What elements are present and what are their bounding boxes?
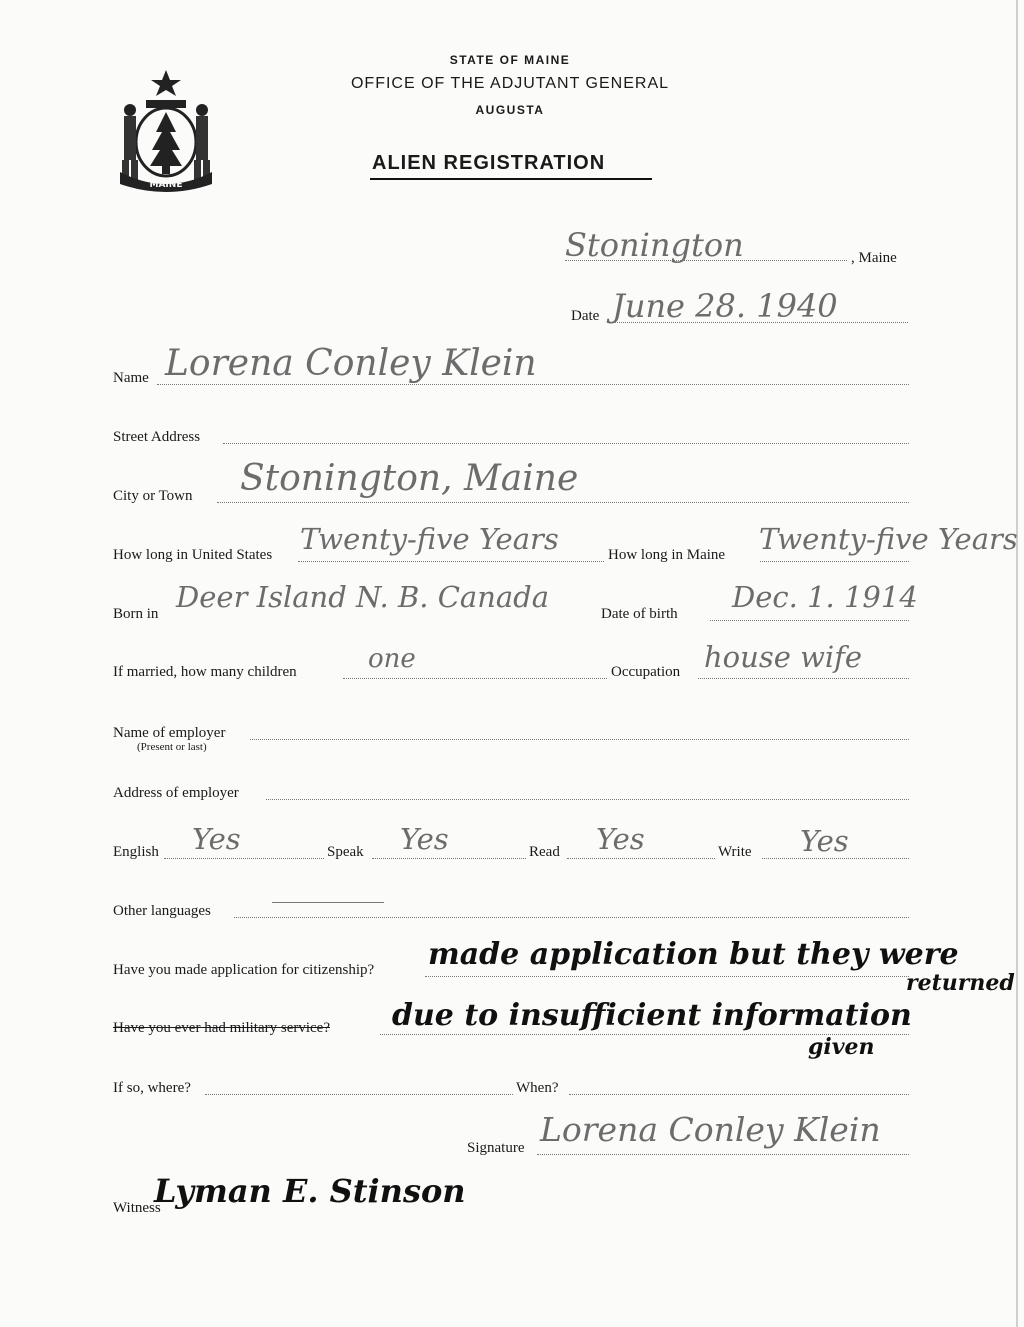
street-address-line <box>223 443 909 444</box>
header-state: STATE OF MAINE <box>449 53 571 67</box>
speak-entry: Yes <box>400 822 449 856</box>
form-title: ALIEN REGISTRATION <box>372 152 606 174</box>
read-entry: Yes <box>596 822 645 856</box>
read-line <box>567 858 715 859</box>
children-entry: one <box>368 644 416 674</box>
employer-name-label: Name of employer <box>113 725 226 741</box>
born-in-entry: Deer Island N. B. Canada <box>176 580 550 614</box>
occupation-line <box>698 678 909 679</box>
occupation-label: Occupation <box>611 664 681 680</box>
english-entry: Yes <box>192 822 241 856</box>
children-line <box>343 678 607 679</box>
how-long-us-line <box>298 561 604 562</box>
svg-text:MAINE: MAINE <box>149 180 183 190</box>
maine-state-seal-icon <box>112 66 220 196</box>
other-languages-dash <box>272 902 384 903</box>
when-line <box>569 1094 909 1095</box>
name-line <box>157 384 909 385</box>
citizenship-entry-returned: returned <box>906 970 1015 996</box>
english-line <box>164 858 324 859</box>
witness-label: Witness <box>113 1200 161 1216</box>
signature-line <box>537 1154 909 1155</box>
street-address-label: Street Address <box>113 429 201 445</box>
title-underline <box>370 178 652 180</box>
name-label: Name <box>113 370 149 386</box>
how-long-maine-line <box>760 561 909 562</box>
born-in-label: Born in <box>113 606 159 622</box>
other-languages-line <box>234 917 909 918</box>
english-label: English <box>113 844 159 860</box>
city-or-town-line <box>217 502 909 503</box>
read-label: Read <box>529 844 560 860</box>
signature-entry: Lorena Conley Klein <box>540 1110 881 1149</box>
citizenship-entry-line1: made application but they were <box>428 937 959 972</box>
employer-name-note: (Present or last) <box>137 741 207 753</box>
date-of-birth-entry: Dec. 1. 1914 <box>732 580 918 614</box>
employer-address-label: Address of employer <box>113 785 239 801</box>
header-city: AUGUSTA <box>475 103 545 117</box>
other-languages-label: Other languages <box>113 903 211 919</box>
how-long-maine-label: How long in Maine <box>608 547 726 563</box>
how-long-us-entry: Twenty-five Years <box>300 522 559 556</box>
write-label: Write <box>718 844 752 860</box>
date-of-birth-label: Date of birth <box>601 606 678 622</box>
if-so-where-line <box>205 1094 513 1095</box>
occupation-entry: house wife <box>704 640 863 674</box>
citizenship-line <box>425 976 909 977</box>
date-of-birth-line <box>710 620 909 621</box>
signature-label: Signature <box>467 1140 525 1156</box>
military-label: Have you ever had military service? <box>113 1020 330 1036</box>
when-label: When? <box>516 1080 559 1096</box>
write-entry: Yes <box>800 824 849 858</box>
how-long-us-label: How long in United States <box>113 547 273 563</box>
how-long-maine-entry: Twenty-five Years <box>759 522 1018 556</box>
city-or-town-label: City or Town <box>113 488 193 504</box>
date-entry: June 28. 1940 <box>612 287 838 325</box>
if-so-where-label: If so, where? <box>113 1080 191 1096</box>
employer-name-line <box>250 739 909 740</box>
citizenship-label: Have you made application for citizenship? <box>113 962 375 978</box>
name-entry: Lorena Conley Klein <box>165 343 537 384</box>
write-line <box>762 858 909 859</box>
town-entry: Stonington <box>565 226 744 264</box>
header-office: OFFICE OF THE ADJUTANT GENERAL <box>350 75 670 92</box>
scan-edge-line <box>1016 0 1018 1327</box>
children-label: If married, how many children <box>113 664 297 680</box>
witness-entry: Lyman E. Stinson <box>154 1172 466 1210</box>
maine-suffix-label: , Maine <box>851 250 897 266</box>
speak-label: Speak <box>327 844 364 860</box>
speak-line <box>372 858 526 859</box>
date-label: Date <box>571 308 600 324</box>
city-or-town-entry: Stonington, Maine <box>240 458 579 499</box>
citizenship-entry-given: given <box>808 1034 875 1060</box>
citizenship-entry-line2: due to insufficient information <box>392 998 912 1033</box>
employer-address-line <box>266 799 909 800</box>
